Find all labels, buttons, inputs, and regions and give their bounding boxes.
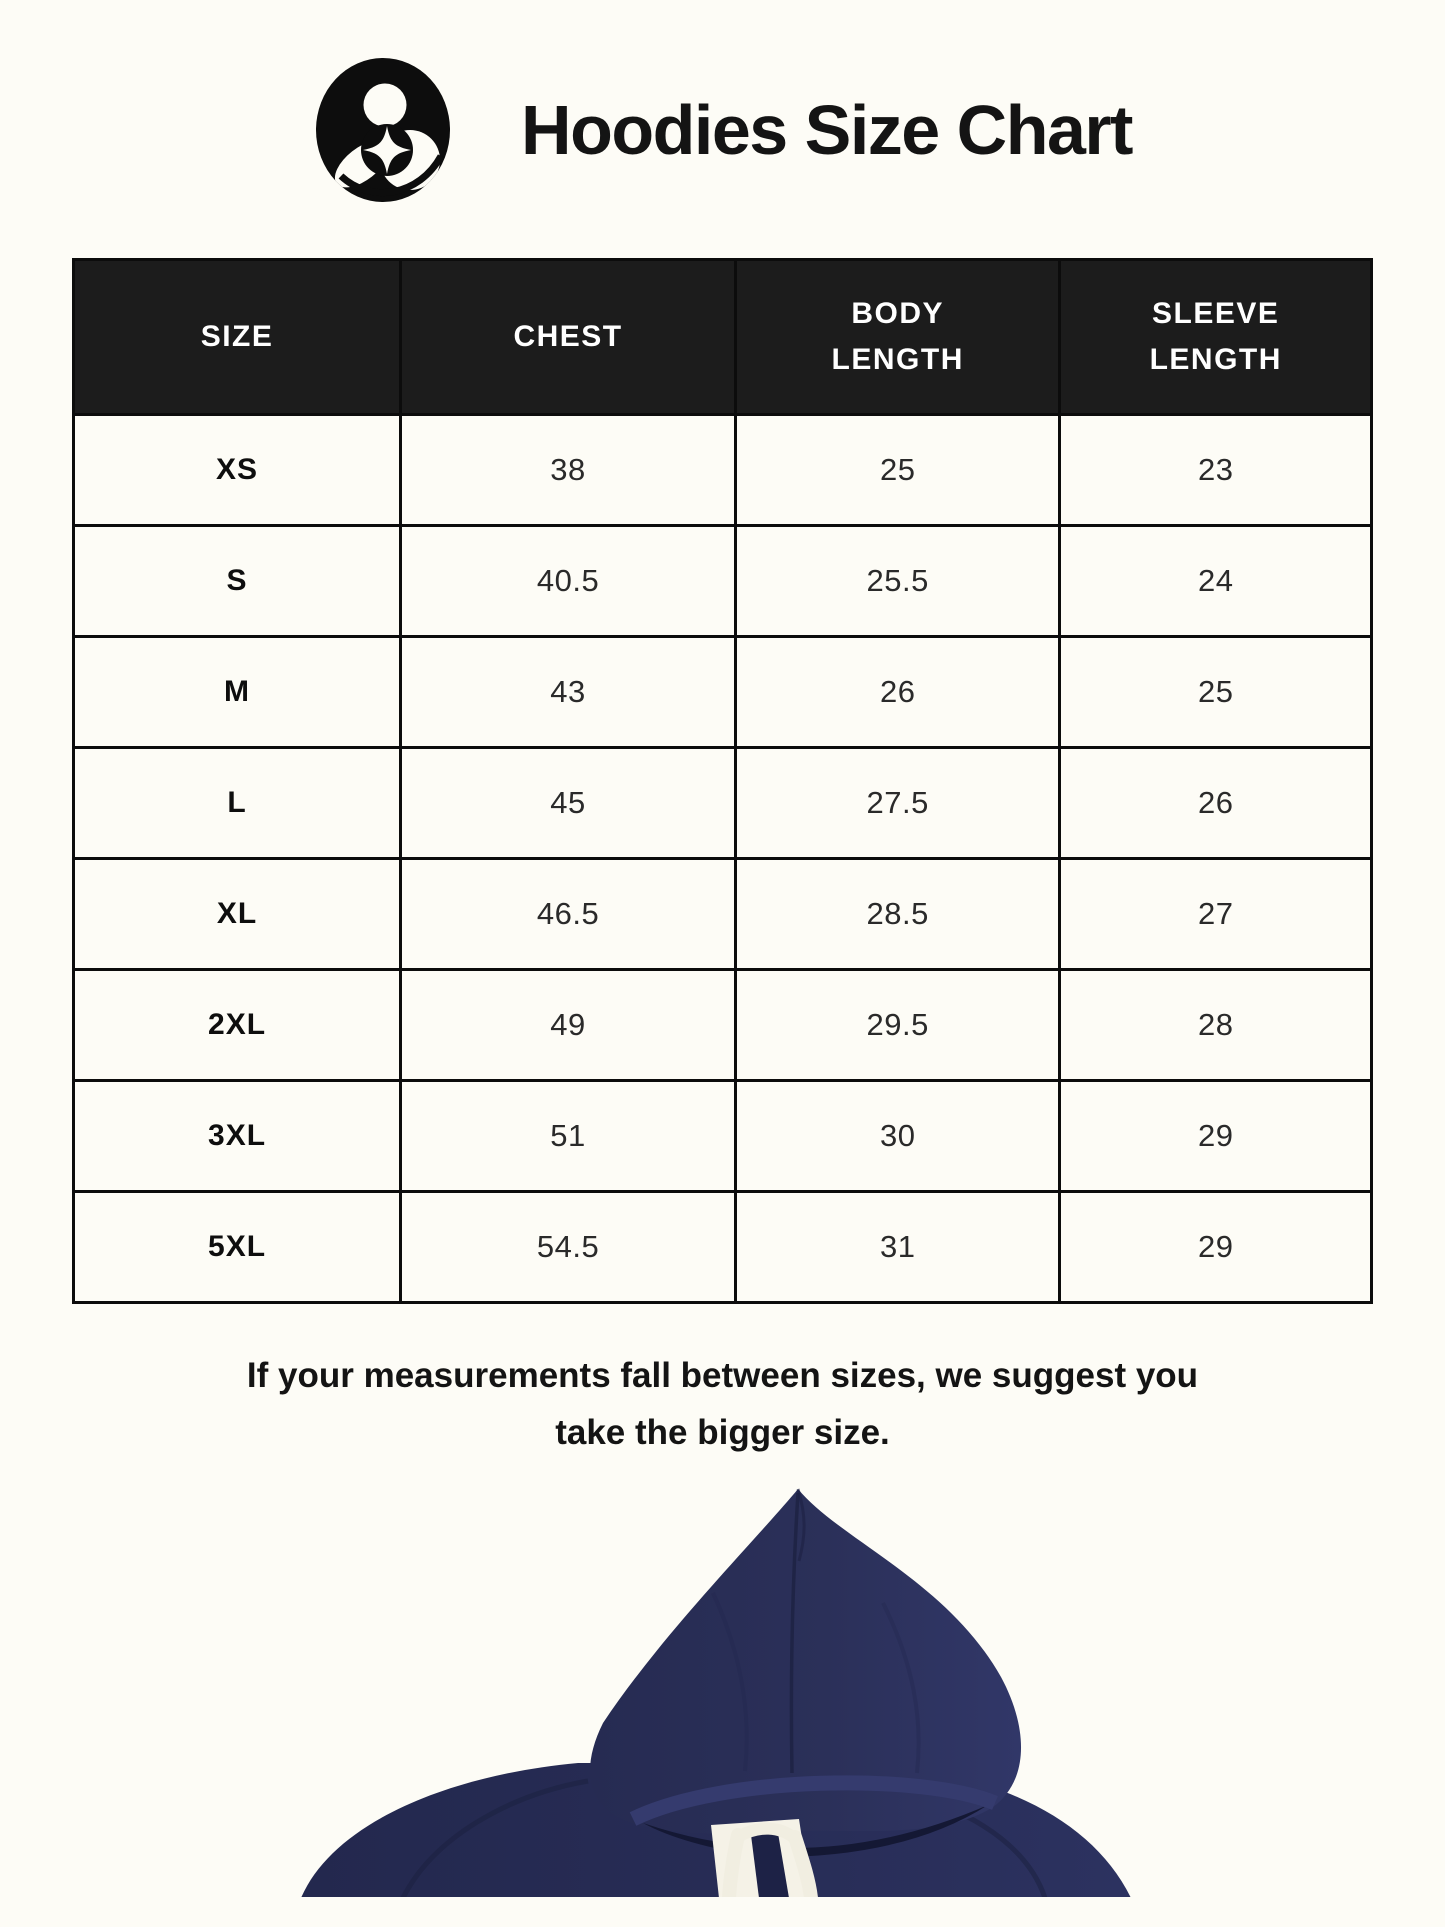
size-label: XS <box>74 415 401 526</box>
body-length-value: 28.5 <box>735 859 1060 970</box>
size-label: M <box>74 637 401 748</box>
chest-value: 43 <box>401 637 736 748</box>
table-row <box>74 415 1372 526</box>
body-length-value: 30 <box>735 1081 1060 1192</box>
size-label: 2XL <box>74 970 401 1081</box>
size-label: 5XL <box>74 1192 401 1303</box>
body-length-value: 29.5 <box>735 970 1060 1081</box>
sleeve-length-value: 26 <box>1060 748 1372 859</box>
chest-value: 46.5 <box>401 859 736 970</box>
sleeve-length-value: 27 <box>1060 859 1372 970</box>
body-length-value: 25 <box>735 415 1060 526</box>
sleeve-length-value: 29 <box>1060 1081 1372 1192</box>
size-chart-table <box>72 258 1373 1304</box>
body-length-value: 27.5 <box>735 748 1060 859</box>
size-label: L <box>74 748 401 859</box>
body-length-value: 31 <box>735 1192 1060 1303</box>
sleeve-length-value: 28 <box>1060 970 1372 1081</box>
chest-value: 38 <box>401 415 736 526</box>
page-title: Hoodies Size Chart <box>521 91 1132 169</box>
chest-value: 40.5 <box>401 526 736 637</box>
column-header-sleeve-length: SLEEVE LENGTH <box>1060 260 1372 415</box>
column-header-size: SIZE <box>74 260 401 415</box>
table-row <box>74 1081 1372 1192</box>
column-header-chest: CHEST <box>401 260 736 415</box>
sleeve-length-value: 24 <box>1060 526 1372 637</box>
column-header-body-length: BODY LENGTH <box>735 260 1060 415</box>
table-row <box>74 1192 1372 1303</box>
page-header <box>0 0 1445 204</box>
sleeve-length-value: 23 <box>1060 415 1372 526</box>
body-length-value: 25.5 <box>735 526 1060 637</box>
sizing-note: If your measurements fall between sizes, we suggest you take the bigger size. <box>246 1356 1199 1452</box>
table-row <box>74 526 1372 637</box>
chest-value: 54.5 <box>401 1192 736 1303</box>
body-length-value: 26 <box>735 637 1060 748</box>
table-row <box>74 637 1372 748</box>
size-label: 3XL <box>74 1081 401 1192</box>
table-row <box>74 859 1372 970</box>
table-header-row <box>74 260 1372 415</box>
chest-value: 49 <box>401 970 736 1081</box>
chest-value: 45 <box>401 748 736 859</box>
size-label: S <box>74 526 401 637</box>
hoodie-product-image <box>283 1473 1163 1897</box>
table-row <box>74 748 1372 859</box>
sleeve-length-value: 25 <box>1060 637 1372 748</box>
sleeve-length-value: 29 <box>1060 1192 1372 1303</box>
brand-logo-icon <box>313 56 453 204</box>
table-row <box>74 970 1372 1081</box>
chest-value: 51 <box>401 1081 736 1192</box>
size-label: XL <box>74 859 401 970</box>
navy-hoodie-illustration <box>283 1473 1163 1897</box>
